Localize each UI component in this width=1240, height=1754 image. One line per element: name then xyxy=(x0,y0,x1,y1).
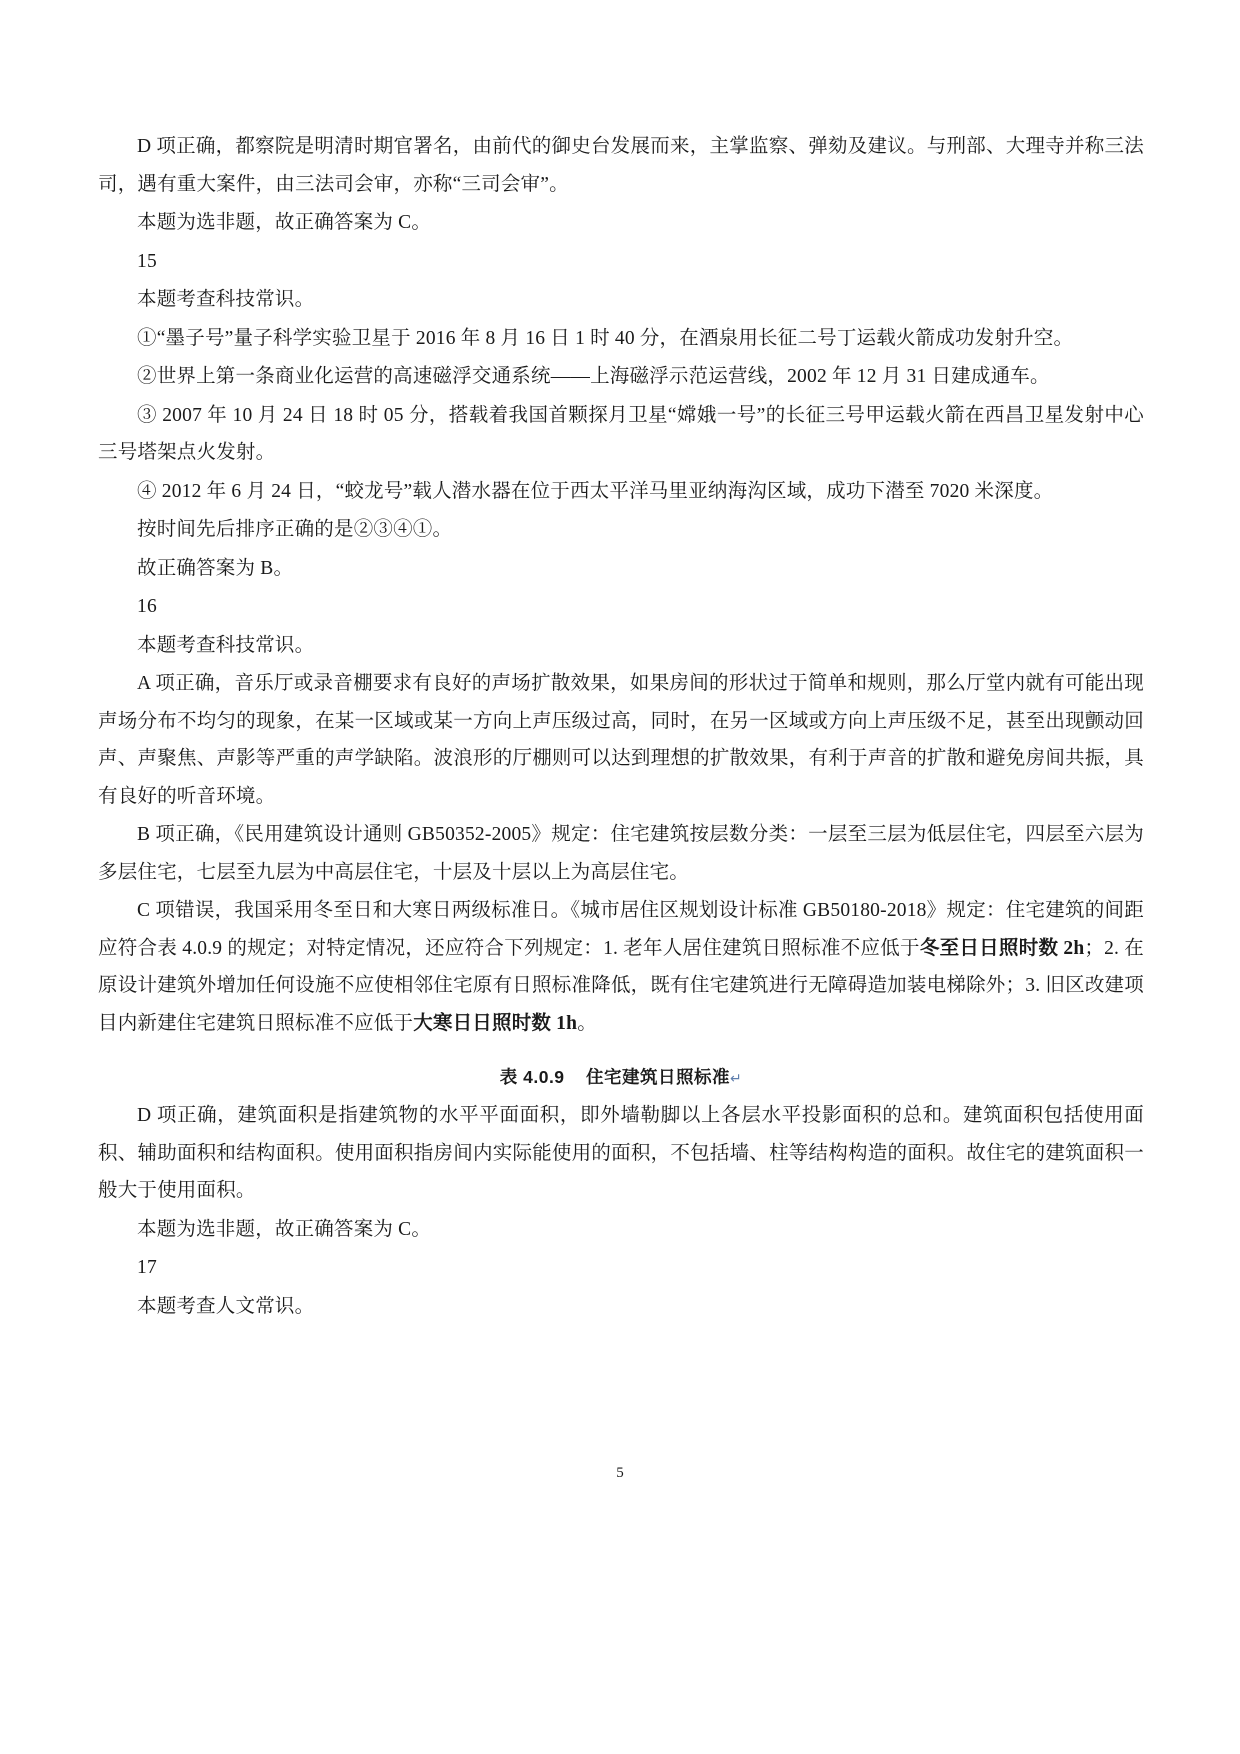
p-option-b xyxy=(98,816,1144,891)
p-answer-b xyxy=(98,550,1144,588)
text-run: 15 xyxy=(137,250,157,272)
text-run: 本题为选非题，故正确答案为 C。 xyxy=(137,1218,432,1240)
table-caption xyxy=(98,1064,1144,1089)
p-order xyxy=(98,511,1144,549)
text-run: ；2. 在原设计建筑外增加任何设施不应使相邻住宅原有日照标准降低，既有住宅建筑进行无障碍造加装电梯除外；3. 旧区改建项目内新建住宅建筑日照标准不应低于 xyxy=(98,937,1144,1034)
p-item-4 xyxy=(98,473,1144,511)
p-answer-c-2 xyxy=(98,1211,1144,1249)
p-option-d xyxy=(98,1097,1144,1210)
p-question-15 xyxy=(98,243,1144,281)
table-section xyxy=(98,1064,1144,1097)
emphasized-text: 大寒日日照时数 1h xyxy=(413,1012,578,1034)
text-run: ④ 2012 年 6 月 24 日，“蛟龙号”载人潜水器在位于西太平洋马里亚纳海沟区域，成功下潜至 7020 米深度。 xyxy=(137,480,1054,502)
p-item-1 xyxy=(98,320,1144,358)
p-answer-c-1 xyxy=(98,204,1144,242)
text-run: C 项错误，我国采用冬至日和大寒日两级标准日。《城市居住区规划设计标准 GB50180-2018》规定：住宅建筑的间距应符合表 4.0.9 的规定；对特定情况，还应符合下列规定：1. 老年人居住建筑日照标准不应低于 xyxy=(98,900,1144,959)
table-caption-title: 住宅建筑日照标准 xyxy=(586,1067,730,1087)
page-number: 5 xyxy=(616,1465,624,1481)
text-run: 16 xyxy=(137,596,157,617)
p-question-16 xyxy=(98,588,1144,626)
text-run: ①“墨子号”量子科学实验卫星于 2016 年 8 月 16 日 1 时 40 分，在酒泉用长征二号丁运载火箭成功发射升空。 xyxy=(137,327,1074,349)
p-question-17 xyxy=(98,1249,1144,1287)
text-run: 按时间先后排序正确的是②③④①。 xyxy=(137,519,453,540)
p-d-option-15prev xyxy=(98,128,1144,203)
text-run: 。 xyxy=(577,1012,597,1034)
text-run: 故正确答案为 B。 xyxy=(137,557,294,579)
text-run: 本题考查人文常识。 xyxy=(137,1295,315,1317)
paragraph-mark-icon: ↵ xyxy=(730,1070,743,1086)
p-topic-tech-2 xyxy=(98,627,1144,665)
p-option-a xyxy=(98,665,1144,815)
document-content xyxy=(98,128,1144,1326)
text-run: ③ 2007 年 10 月 24 日 18 时 05 分，搭载着我国首颗探月卫星“嫦娥一号”的长征三号甲运载火箭在西昌卫星发射中心三号塔架点火发射。 xyxy=(98,404,1144,463)
p-option-c xyxy=(98,892,1144,1042)
body-paragraphs-top xyxy=(98,128,1144,1042)
body-paragraphs-bottom xyxy=(98,1097,1144,1325)
text-run: D 项正确，建筑面积是指建筑物的水平平面面积，即外墙勒脚以上各层水平投影面积的总和。建筑面积包括使用面积、辅助面积和结构面积。使用面积指房间内实际能使用的面积，不包括墙、柱等结构构造的面积。故住宅的建筑面积一般大于使用面积。 xyxy=(98,1105,1144,1201)
text-run: 本题为选非题，故正确答案为 C。 xyxy=(137,212,432,233)
p-topic-humanities xyxy=(98,1288,1144,1326)
p-item-3 xyxy=(98,397,1144,472)
text-run: 本题考查科技常识。 xyxy=(137,634,315,656)
text-run: A 项正确，音乐厅或录音棚要求有良好的声场扩散效果，如果房间的形状过于简单和规则，那么厅堂内就有可能出现声场分布不均匀的现象，在某一区域或某一方向上声压级过高，同时，在另一区域或方向上声压级不足，甚至出现颤动回声、声聚焦、声影等严重的声学缺陷。波浪形的厅棚则可以达到理想的扩散效果，有利于声音的扩散和避免房间共振，具有良好的听音环境。 xyxy=(98,673,1144,807)
p-item-2 xyxy=(98,358,1144,396)
text-run: ②世界上第一条商业化运营的高速磁浮交通系统——上海磁浮示范运营线，2002 年 12 月 31 日建成通车。 xyxy=(137,366,1050,387)
table-caption-number: 表 4.0.9 xyxy=(499,1067,565,1087)
emphasized-text: 冬至日日照时数 2h xyxy=(919,937,1085,959)
text-run: D 项正确，都察院是明清时期官署名，由前代的御史台发展而来，主掌监察、弹劾及建议。与刑部、大理寺并称三法司，遇有重大案件，由三法司会审，亦称“三司会审”。 xyxy=(98,136,1144,195)
p-topic-tech-1 xyxy=(98,281,1144,319)
text-run: 本题考查科技常识。 xyxy=(137,289,315,310)
text-run: B 项正确，《民用建筑设计通则 GB50352-2005》规定：住宅建筑按层数分类：一层至三层为低层住宅，四层至六层为多层住宅，七层至九层为中高层住宅，十层及十层以上为高层住宅。 xyxy=(98,824,1144,883)
text-run: 17 xyxy=(137,1257,157,1278)
